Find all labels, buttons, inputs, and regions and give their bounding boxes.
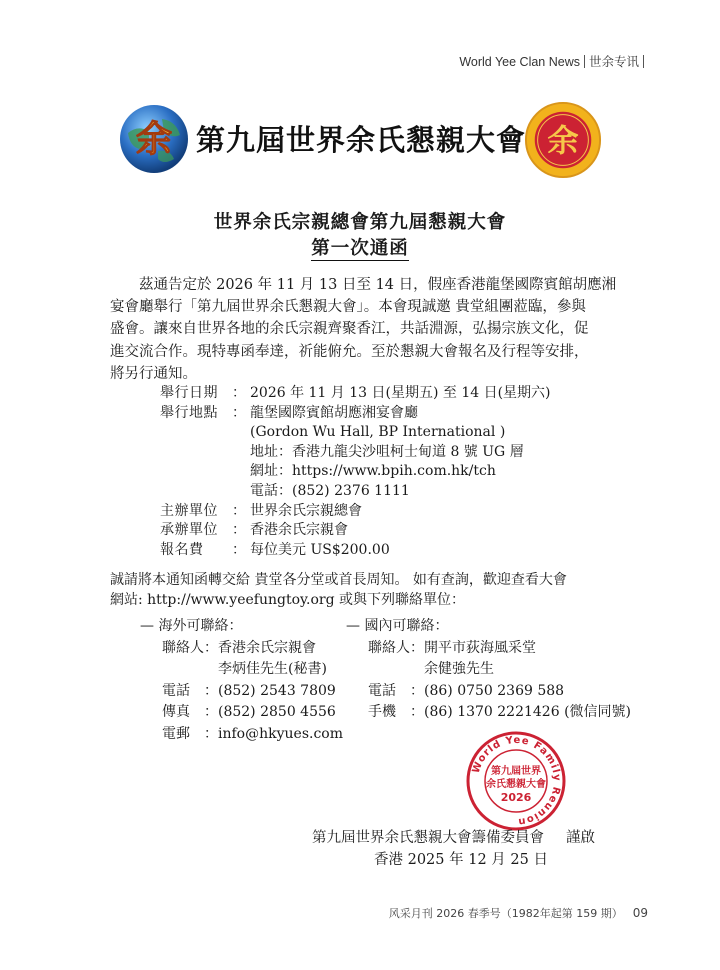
detail-label: 主辦單位: [160, 502, 218, 519]
contact-line: 手機 ：(86) 1370 2221426 (微信同號): [368, 704, 631, 720]
detail-row: [160, 462, 551, 482]
body-line: 進交流合作。現特專函奉達，祈能俯允。至於懇親大會報名及行程等安排，: [110, 343, 589, 360]
detail-value: 網址：https://www.bpih.com.hk/tch: [250, 463, 496, 480]
notice-body: [110, 274, 617, 385]
medallion-logo: [524, 101, 602, 179]
note-line: 網站: http://www.yeefungtoy.org 或與下列聯絡單位：: [110, 592, 466, 608]
notice-subheading: 第一次通函: [311, 238, 409, 259]
page-footer: [389, 905, 648, 921]
detail-label: 報名費: [160, 541, 204, 558]
header-section: 世余专讯: [588, 55, 639, 69]
detail-row: 主辦單位 ： 世界余氏宗親總會: [160, 502, 551, 522]
detail-row: 報名費 ： 每位美元 US$200.00: [160, 541, 551, 561]
official-seal: [466, 731, 566, 831]
globe-logo: [118, 103, 190, 175]
signature-date: 香港 2025 年 12 月 25 日: [374, 852, 548, 868]
page-title: 第九屆世界余氏懇親大會: [196, 123, 527, 157]
detail-value: 香港余氏宗親會: [250, 522, 348, 539]
detail-row: 承辦單位 ： 香港余氏宗親會: [160, 521, 551, 541]
detail-value: 2026 年 11 月 13 日(星期五) 至 14 日(星期六): [250, 385, 551, 401]
detail-row: [160, 482, 551, 502]
seal-ring-text: World Yee Family Reunion: [470, 734, 563, 828]
signature-closing: 謹啟: [566, 830, 595, 846]
detail-value: 世界余氏宗親總會: [250, 502, 362, 519]
inquiry-note: [110, 570, 567, 610]
issue-info: 风采月刊 2026 春季号（1982年起第 159 期）: [388, 907, 623, 920]
contact-line: 電話 ：(86) 0750 2369 588: [368, 682, 565, 699]
detail-value: 地址：香港九龍尖沙咀柯士甸道 8 號 UG 層: [250, 443, 524, 460]
header-publication: World Yee Clan News: [459, 55, 580, 69]
notice-heading: 世界余氏宗親總會第九屆懇親大會: [213, 212, 507, 233]
contact-line: 聯絡人：開平市荻海風采堂: [368, 639, 536, 656]
detail-label: 承辦單位: [160, 522, 218, 539]
detail-row: [160, 423, 551, 443]
logo-char: 余: [547, 123, 579, 160]
contact-line: 余健強先生: [368, 661, 494, 677]
body-line: 宴會廳舉行「第九屆世界余氏懇親大會」。本會現誠邀 貴堂組團蒞臨，參與: [110, 299, 586, 316]
detail-row: 舉行日期 ： 2026 年 11 月 13 日(星期五) 至 14 日(星期六): [160, 384, 551, 404]
detail-value: 龍堡國際賓館胡應湘宴會廳: [250, 404, 418, 421]
detail-label: 舉行地點: [160, 404, 218, 421]
detail-row: [160, 443, 551, 463]
contact-line: 聯絡人：香港余氏宗親會: [162, 639, 316, 656]
section-header: [459, 52, 648, 70]
divider: [584, 55, 585, 68]
contact-heading: — 國內可聯絡：: [346, 618, 449, 634]
page-number: 09: [632, 906, 648, 920]
contact-line: 傳真 ：(852) 2850 4556: [162, 704, 336, 720]
seal-text: 第九屆世界: [491, 766, 541, 777]
body-line: 盛會。讓來自世界各地的余氏宗親齊聚香江，共話淵源，弘揚宗族文化，促: [110, 321, 589, 338]
seal-year: 2026: [500, 791, 532, 804]
detail-value: 每位美元 US$200.00: [250, 541, 390, 558]
logo-char: 余: [135, 119, 173, 160]
detail-value: (Gordon Wu Hall, BP International ): [250, 424, 506, 441]
divider: [643, 55, 644, 68]
event-details: [160, 384, 551, 560]
contact-line: 電話 ：(852) 2543 7809: [162, 682, 336, 699]
detail-row: 舉行地點 ： 龍堡國際賓館胡應湘宴會廳: [160, 404, 551, 424]
signature-org: 第九屆世界余氏懇親大會籌備委員會 謹啟: [312, 830, 595, 846]
detail-value: 電話：(852) 2376 1111: [250, 482, 410, 499]
contact-heading: — 海外可聯絡：: [140, 618, 243, 634]
contact-line: 電郵 ：info@hkyues.com: [162, 725, 343, 742]
contact-line: 李炳佳先生(秘書): [162, 661, 327, 677]
body-line: 將另行通知。: [110, 365, 197, 382]
detail-label: 舉行日期: [160, 385, 218, 401]
seal-text: 余氏懇親大會: [486, 779, 546, 790]
body-line: 茲通告定於 2026 年 11 月 13 日至 14 日，假座香港龍堡國際賓館胡應湘: [110, 277, 617, 293]
domestic-contact: [346, 616, 631, 724]
overseas-contact: [140, 616, 343, 745]
note-line: 誠請將本通知函轉交給 貴堂各分堂或首長周知。 如有查詢，歡迎查看大會: [110, 572, 567, 588]
